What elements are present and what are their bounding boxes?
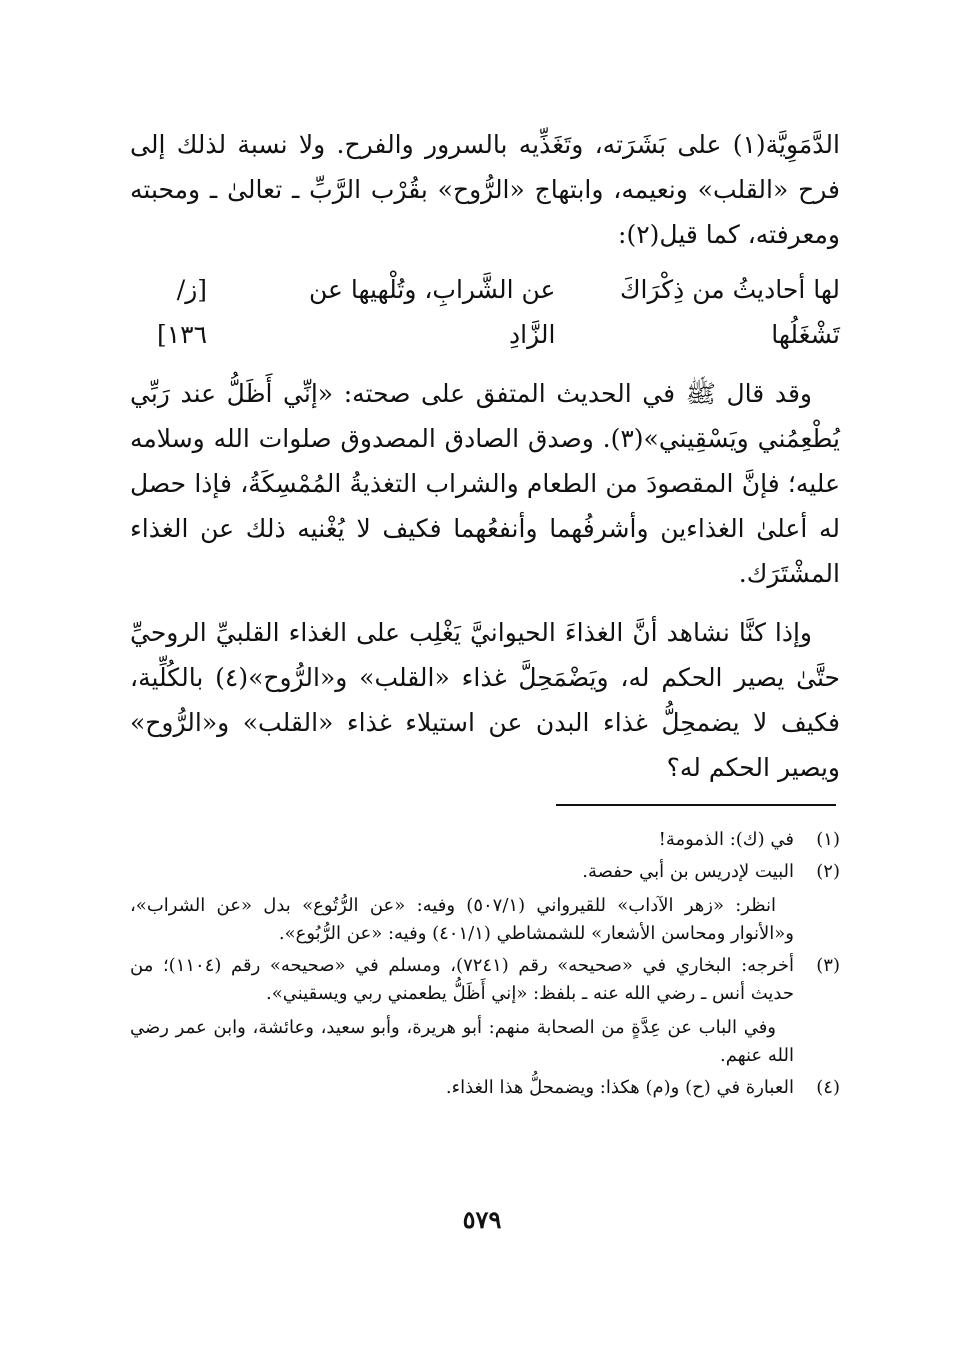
footnote-number: (٢) xyxy=(816,861,840,882)
footnote-1 xyxy=(130,826,840,854)
paragraph-1: الدَّمَوِيَّة(١) على بَشَرَته، وتَغَذِّيه بالسرور والفرح. ولا نسبة لذلك إلى فرح «القلب» ونعيمه، وابتهاج «الرُّوح» بقُرْب الرَّبِّ ـ تعالىٰ ـ ومحبته ومعرفته، كما قيل(٢): xyxy=(130,130,840,249)
footnote-subtext: انظر: «زهر الآداب» للقيرواني (٥٠٧/١) وفيه: «عن الرُّتُوع» بدل «عن الشراب»، و«الأنوار ومحاسن الأشعار» للشمشاطي (٤٠١/١) وفيه: «عن الرُّبُوع». xyxy=(130,895,794,944)
footnote-subtext: وفي الباب عن عِدَّةٍ من الصحابة منهم: أبو هريرة، وأبو سعيد، وعائشة، وابن عمر رضي الله عنهم. xyxy=(130,1017,794,1066)
footnote-divider xyxy=(556,804,836,806)
page-number: ٥٧٩ xyxy=(462,1205,502,1234)
footnote-text: أخرجه: البخاري في «صحيحه» رقم (٧٢٤١)، ومسلم في «صحيحه» رقم (١١٠٤)؛ من حديث أنس ـ رضي الله عنه ـ بلفظ: «إني أَظَلُّ يطعمني ربي ويسقيني». xyxy=(130,955,794,1004)
footnote-number: (٣) xyxy=(816,955,840,976)
footnote-text: العبارة في (ح) و(م) هكذا: ويضمحلُّ هذا الغذاء. xyxy=(445,1077,794,1098)
paragraph-3: وإذا كنَّا نشاهد أنَّ الغذاءَ الحيوانيَّ يَغْلِب على الغذاء القلبيِّ الروحيِّ حتَّىٰ يصير الحكم له، ويَضْمَحِلَّ غذاء «القلب» و«الرُّوح»(٤) بالكُلِّية، فكيف لا يضمحِلُّ غذاء البدن عن استيلاء غذاء «القلب» و«الرُّوح» ويصير الحكم له؟ xyxy=(130,618,840,782)
footnotes xyxy=(130,826,840,1106)
verse-hemistich-2: عن الشَّرابِ، وتُلْهيها عن الزَّادِ xyxy=(309,275,556,349)
main-text xyxy=(130,122,840,790)
footnote-3 xyxy=(130,952,840,1070)
verse-hemistich-1: لها أحاديثُ من ذِكْرَاكَ تَشْغَلُها xyxy=(619,275,840,349)
footnote-text: في (ك): الذمومة! xyxy=(658,829,794,850)
footnote-4 xyxy=(130,1074,840,1102)
footnote-number: (١) xyxy=(816,829,840,850)
poetry-verse xyxy=(130,267,840,357)
footnote-number: (٤) xyxy=(816,1077,840,1098)
paragraph-2: وقد قال ﷺ في الحديث المتفق على صحته: «إنِّي أَظَلُّ عند رَبِّي يُطْعِمُني ويَسْقِيني»(٣). وصدق الصادق المصدوق صلوات الله وسلامه عليه؛ فإنَّ المقصودَ من الطعام والشراب التغذيةُ المُمْسِكَةُ، فإذا حصل له أعلىٰ الغذاءين وأشرفُهما وأنفعُهما فكيف لا يُغْنيه ذلك عن الغذاء المشْتَرَك. xyxy=(130,379,840,588)
footnote-text: البيت لإدريس بن أبي حفصة. xyxy=(582,861,794,882)
verse-reference: [ز/١٣٦] xyxy=(156,275,208,349)
footnote-2 xyxy=(130,858,840,948)
